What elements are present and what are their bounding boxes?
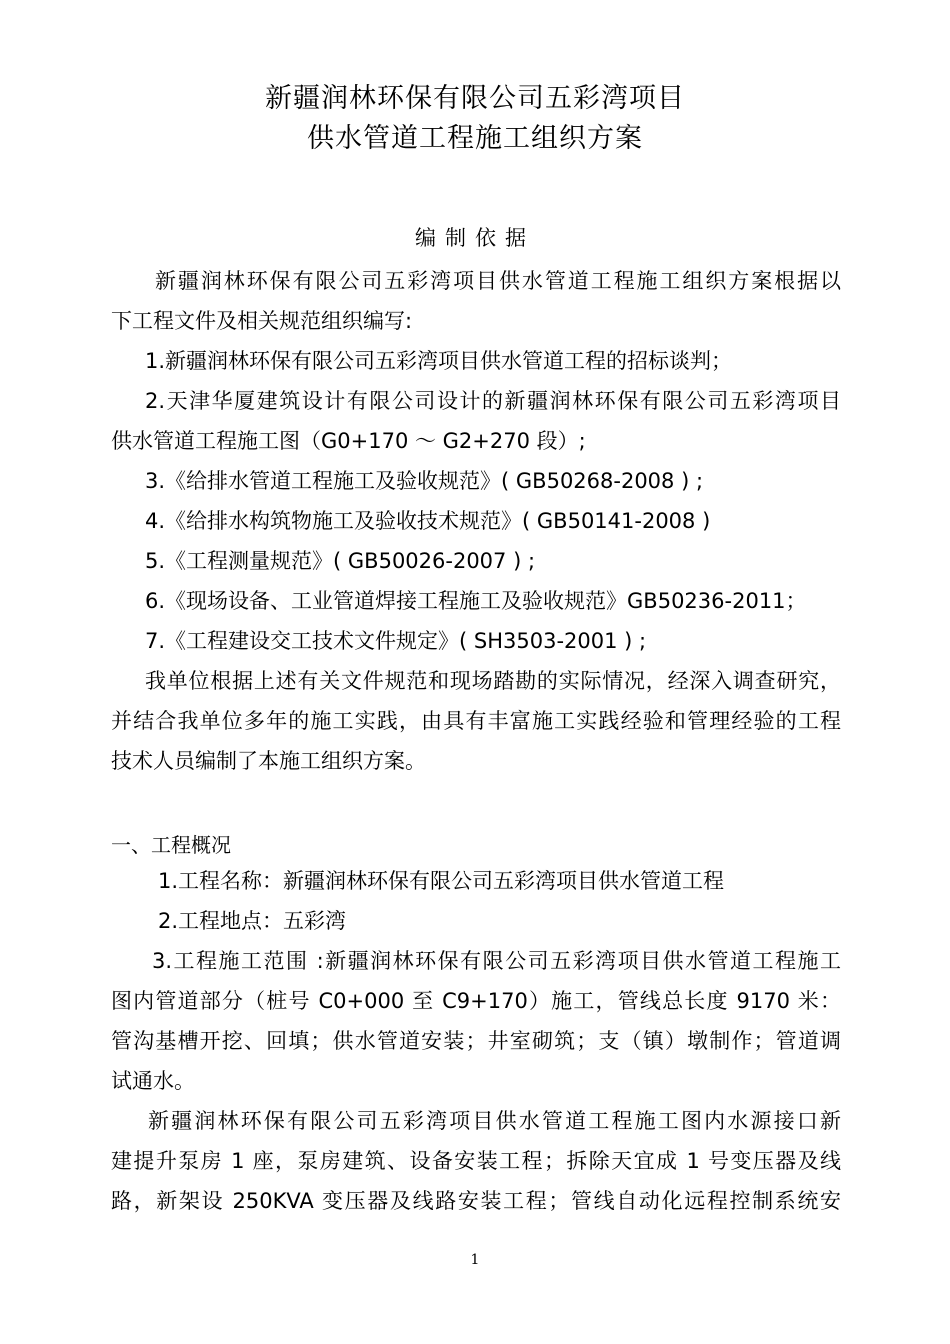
paragraph-line: 技术人员编制了本施工组织方案。 <box>111 749 426 773</box>
document-title-line-1: 新疆润林环保有限公司五彩湾项目 <box>265 83 685 114</box>
document-title-line-2: 供水管道工程施工组织方案 <box>307 123 643 154</box>
list-item-continuation: 管沟基槽开挖、回填；供水管道安装；井室砌筑；支（镇）墩制作；管道调 <box>111 1029 841 1053</box>
list-item: 7.《工程建设交工技术文件规定》( SH3503-2001 ) ; <box>145 629 647 653</box>
page-number: 1 <box>470 1252 480 1268</box>
basis-heading: 编制依据 <box>415 226 535 250</box>
list-item: 5.《工程测量规范》( GB50026-2007 ) ; <box>145 549 536 573</box>
list-item: 4.《给排水构筑物施工及验收技术规范》( GB50141-2008 ) <box>145 509 711 533</box>
list-item: 2.工程地点：五彩湾 <box>158 909 347 933</box>
paragraph-line: 我单位根据上述有关文件规范和现场踏勘的实际情况，经深入调查研究， <box>145 669 841 693</box>
paragraph-line: 路，新架设 250KVA 变压器及线路安装工程；管线自动化远程控制系统安 <box>111 1189 841 1213</box>
paragraph-line: 新疆润林环保有限公司五彩湾项目供水管道工程施工图内水源接口新 <box>148 1109 841 1133</box>
list-item: 3.工程施工范围 :新疆润林环保有限公司五彩湾项目供水管道工程施工 <box>152 949 841 973</box>
section-heading-overview: 一、工程概况 <box>111 833 231 857</box>
paragraph-line: 并结合我单位多年的施工实践，由具有丰富施工实践经验和管理经验的工程 <box>111 709 841 733</box>
list-item-continuation: 图内管道部分（桩号 C0+000 至 C9+170）施工，管线总长度 9170 米： <box>111 989 841 1013</box>
list-item: 1.工程名称：新疆润林环保有限公司五彩湾项目供水管道工程 <box>158 869 725 893</box>
list-item: 1.新疆润林环保有限公司五彩湾项目供水管道工程的招标谈判； <box>145 349 733 373</box>
paragraph-line: 新疆润林环保有限公司五彩湾项目供水管道工程施工组织方案根据以 <box>155 269 841 293</box>
paragraph-line: 建提升泵房 1 座，泵房建筑、设备安装工程；拆除天宜成 1 号变压器及线 <box>111 1149 841 1173</box>
list-item-continuation: 试通水。 <box>111 1069 195 1093</box>
list-item: 2.天津华厦建筑设计有限公司设计的新疆润林环保有限公司五彩湾项目 <box>145 389 841 413</box>
list-item: 3.《给排水管道工程施工及验收规范》( GB50268-2008 ) ; <box>145 469 704 493</box>
list-item: 6.《现场设备、工业管道焊接工程施工及验收规范》GB50236-2011； <box>145 589 807 613</box>
list-item-continuation: 供水管道工程施工图（G0+170 ～ G2+270 段）; <box>111 429 586 453</box>
paragraph-line: 下工程文件及相关规范组织编写: <box>111 309 413 333</box>
